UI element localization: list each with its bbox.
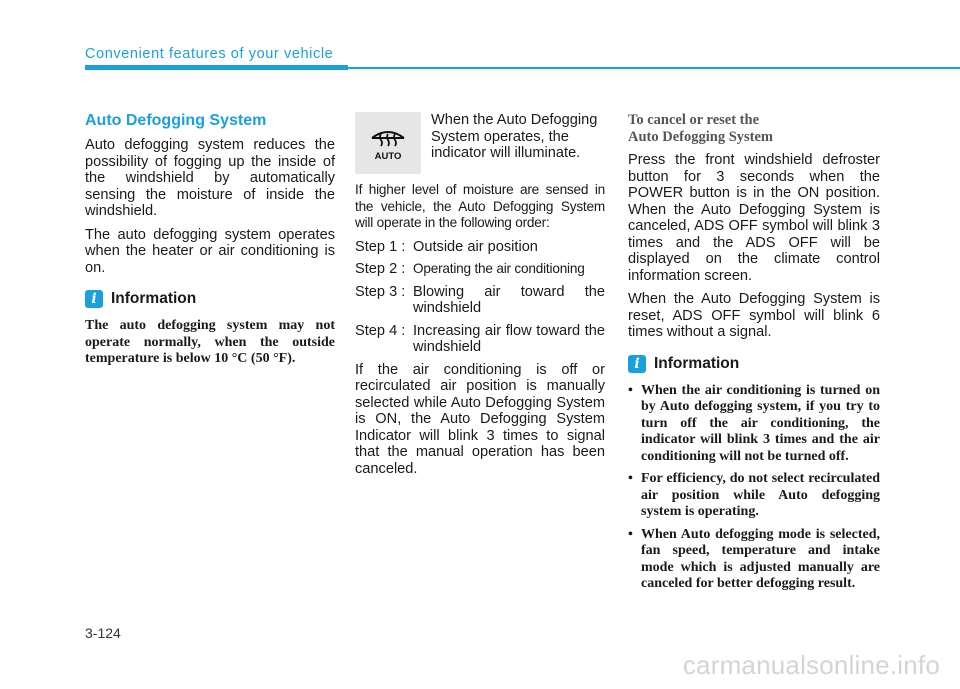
closing-paragraph: If the air conditioning is off or recirculated air position is manually selected while Auto Defogging System is ON, the Auto Defogging System Indicator will blink 3 times to signal that the manual operation has been canceled. (355, 361, 605, 477)
bullet-item: • For efficiency, do not select recirculated air position while Auto defogging system is operating. (628, 471, 880, 521)
column-3 (628, 112, 880, 599)
information-label: Information (111, 290, 197, 307)
info-icon: i (85, 290, 103, 308)
bullet-item: • When the air conditioning is turned on by Auto defogging system, if you try to turn off the air conditioning, the indicator will blink 3 times and the air conditioning will not be turned off. (628, 383, 880, 466)
watermark: carmanualsonline.info (682, 650, 940, 680)
information-note: The auto defogging system may not operate normally, when the outside temperature is below 10 °C (50 °F). (85, 318, 335, 366)
step-label: Step 3 : (355, 283, 406, 300)
defog-symbol-icon (368, 124, 408, 150)
section-heading: Auto Defogging System (85, 112, 267, 129)
information-header (628, 355, 880, 373)
information-bullets (628, 383, 880, 593)
column-2 (355, 112, 605, 484)
step-text: Blowing air toward the windshield (413, 283, 605, 316)
steps-list (355, 239, 605, 356)
order-intro: If higher level of moisture are sensed in the vehicle, the Auto Defogging System will operate in the following order: (355, 182, 605, 230)
step-label: Step 4 : (355, 322, 406, 339)
step-item (355, 239, 605, 256)
operation-paragraph: The auto defogging system operates when the heater or air conditioning is on. (85, 226, 335, 276)
reset-paragraph: When the Auto Defogging System is reset, ADS OFF symbol will blink 6 times without a signal. (628, 291, 880, 340)
header-rule-thick (85, 65, 348, 70)
step-label: Step 2 : (355, 261, 406, 277)
cancel-reset-heading (628, 112, 880, 145)
step-item (355, 323, 605, 356)
step-text: Outside air position (413, 238, 538, 255)
column-1 (85, 112, 335, 368)
section-title: Convenient features of your vehicle (85, 46, 334, 62)
information-label: Information (654, 354, 740, 372)
windshield-defog-auto-icon (355, 112, 421, 174)
step-label: Step 1 : (355, 238, 406, 255)
heading-line: To cancel or reset the (628, 112, 760, 128)
heading-line: Auto Defogging System (628, 128, 773, 145)
step-text: Operating the air conditioning (413, 261, 585, 276)
cancel-paragraph: Press the front windshield defroster button for 3 seconds when the POWER button is in the ON position. When the Auto Defogging System is canceled, ADS OFF symbol will blink 3 times and the ADS OFF will be displayed on the climate control information screen. (628, 152, 880, 284)
auto-label: AUTO (374, 151, 402, 162)
step-text: Increasing air flow toward the windshield (413, 322, 605, 355)
info-icon: i (628, 355, 646, 373)
information-header (85, 290, 335, 308)
bullet-item: • When Auto defogging mode is selected, fan speed, temperature and intake mode which is adjusted manually are canceled for better defogging result. (628, 527, 880, 593)
step-item (355, 261, 605, 278)
page-number: 3-124 (85, 625, 121, 641)
header-rule-thin (348, 67, 960, 69)
indicator-paragraph: When the Auto Defogging System operates, the indicator will illuminate. (431, 112, 598, 161)
step-item (355, 284, 605, 317)
intro-paragraph: Auto defogging system reduces the possibility of fogging up the inside of the windshield by automatically sensing the moisture of inside the windshield. (85, 137, 335, 219)
